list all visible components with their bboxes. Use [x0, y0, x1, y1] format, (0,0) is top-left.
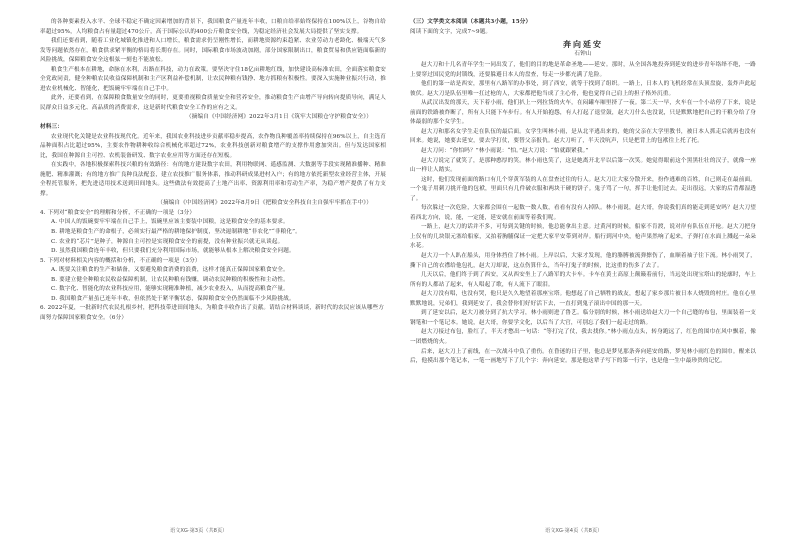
source-citation: （摘编自《中国经济网》2022年8月9日《把粮食安全科技自主自强牢牢抓在手中》） [157, 200, 372, 207]
question-stem: 5. 下列对材料相关内容的概括和分析，不正确的一项是（3分） [40, 257, 201, 264]
intro-paragraph: 的各种要素投入水平、全球不稳定不确定因素增加的背景下，我国粮食产量连年丰收，口粮自给率始终保持在100%以上，谷物自给率超过95%，人均粮食占有量超过470公斤，高于国际公认的400公斤粮食安全线，为稳定经济社会发展大局提供了坚实支撑。 [40, 19, 386, 35]
story-paragraph: 后来，赵大刀上了前线，在一次战斗中负了重伤。在昏迷的日子里，他总是梦见那条奔向延安的路，梦见林小雨红色的围巾。醒来以后，他摸出那个笔记本，一笔一画地写下了几个字：奔向延安。那是他这辈子写下的第一行字，也是他一生中最珍贵的记忆。 [410, 348, 756, 365]
story-paragraph: 赵大刀说完了就笑了，是那种憨厚的笑。林小雨也笑了，这是她离开北平以后第一次笑。她觉得眼前这个黑黑壮壮的汉子，就像一座山一样让人踏实。 [410, 157, 756, 174]
story-paragraph: 赵大刀问：“你怕吗？”林小雨说：“怕。”赵大刀说：“怕就跟紧我。” [421, 148, 589, 155]
story-paragraph: 赵大刀接过布包，脸红了，半天才憋出一句话：“等打完了仗，我去找你。”林小雨点点头，转身跑远了，红色的围巾在风中飘着，像一团燃烧的火。 [410, 329, 756, 345]
question-stem: 4. 下列对“粮食安全”的理解和分析，不正确的一项是（3分） [40, 209, 196, 216]
source-citation: （摘编自《中国经济网》2022年3月1日《筑牢大国粮仓守护粮食安全》） [185, 114, 372, 121]
story-author: 石钟山 [574, 51, 592, 58]
intro-paragraph: 粮食生产根本在耕地，命脉在水利，出路在科技，动力在政策。要坚决守住18亿亩耕地红线，加快建设高标准农田，全面落实粮食安全党政同责，健全种粮农民收益保障机制和主产区利益补偿机制，让农民种粮有钱挣、地方抓粮有积极性。要深入实施种业振兴行动，推进农业机械化、智能化，把饭碗牢牢端在自己手中。 [40, 66, 386, 92]
right-page-column [410, 18, 756, 523]
question-4 [40, 209, 386, 257]
story-paragraph: 到了延安以后，赵大刀被分到了抗大学习，林小雨则进了鲁艺。临分别的时候，林小雨送给赵大刀一个自己缝的布包，里面装着一支钢笔和一个笔记本。她说，赵大哥，你要学文化，以后当了大官，可别忘了我们一起走过的路。 [410, 310, 756, 326]
question-option: C. 数字化、智能化的农业科技应用，能够实现精准种植，减少农业投入，从而提高粮食产量。 [51, 286, 289, 293]
question-5 [40, 257, 386, 305]
question-option: B. 要建立健全种粮农民收益保障机制，让农民种粮有钱赚，调动农民种粮的积极性和主动性。 [51, 276, 289, 283]
question-option: C. 农业的“芯片”是种子，种源自主可控是实现粮食安全的前提，没有种业振兴就无从谈起。 [51, 238, 284, 245]
left-page-column [40, 18, 386, 523]
material-paragraph: 在实践中，各地积极探索科技兴粮的有效路径：有的地方建设数字农田，利用物联网、遥感监测、大数据等手段实现精准播种、精准施肥、精准灌溉；有的地方推广良种良法配套，建立农技推广服务体系，推动科研成果进村入户；有的地方依托新型农业经营主体，开展全程托管服务，把先进适用技术送到田间地头。这些做法有效提高了土地产出率、资源利用率和劳动生产率，为稳产增产提供了有力支撑。 [40, 162, 386, 197]
story-paragraph: 几天以后，他们终于到了西安，又从西安坐上了八路军的大卡车。卡车在黄土高原上颠簸着前行，当远处出现宝塔山的轮廓时，车上所有的人都站了起来，有人唱起了歌，有人流下了眼泪。 [410, 272, 756, 288]
question-option: A. 中国人的饭碗要牢牢端在自己手上，饭碗里应该主要装中国粮，这是粮食安全的基本要求。 [51, 219, 289, 226]
material-label: 材料三： [40, 124, 63, 131]
story-title: 奔向延安 [563, 39, 603, 50]
intro-paragraph: 我们还要看到，随着工业化城镇化推进和人口增长，粮食需求仍呈刚性增长，而耕地资源约束趋紧、农业劳动力老龄化、极端天气多发等问题依然存在，粮食供求紧平衡的格局将长期存在。同时，国际粮食市场波动加剧，部分国家限制出口，粮食贸易和供应链面临新的风险挑战，保障粮食安全这根弦一刻也不能放松。 [40, 38, 386, 64]
story-paragraph: 赵大刀和十几名青年学生一同出发了，他们的目的地是革命圣地——延安。那时，从全国各地投奔到延安的进步青年络绎不绝，一路上要穿过国民党的封锁线，还要躲避日本人的盘查，每走一步都充满了危险。 [410, 62, 756, 78]
question-option: D. 虽然我国粮食连年丰收，但只要我们充分利用国际市场，就能够从根本上解决粮食安全问题。 [51, 248, 295, 255]
story-paragraph: 这时，他们发现前面的路口有几个穿黄军装的人在盘查过往的行人。赵大刀让大家分散开来，扮作逃难的百姓，自己则走在最前面。一个鬼子用刺刀挑开他的包袱，里面只有几件破衣服和两块干硬的饼子。鬼子骂了一句，挥手让他们过去。走出很远，大家的后背都湿透了。 [410, 176, 756, 202]
intro-paragraph: 此外，还要看到，在保障粮食数量安全的同时，更要重视粮食质量安全和营养安全，推动粮食生产由增产导向转向提质导向，满足人民群众日益多元化、高品质的消费需求，这是新时代粮食安全工作的应有之义。 [40, 95, 386, 111]
story-paragraph: 赵大刀和那名女学生走在队伍的最后面。女学生叫林小雨，是从北平逃出来的，她的父亲在大学里教书，被日本人抓走后就再也没有回来。她说，她要去延安，要去学打仗，要替父亲报仇。赵大刀听了，半天没吭声，只是把背上的包袱往上托了托。 [410, 128, 756, 145]
section-header: （三）文学类文本阅读（本题共3小题，15分） [410, 19, 532, 25]
page-footer-right: 语文XG·第4页（共8页） [545, 528, 603, 534]
story-paragraph: 一路上，赵大刀的话并不多，可每到关键的时候，他总能拿出主意。过黄河的时候，船家不肯渡，说对岸有队伍在开枪。赵大刀把身上仅有的几块银元塞给船家，又拍着胸脯保证一定把大家平安带到对岸。船行到河中央，枪声果然响了起来，子弹打在水面上溅起一朵朵水花。 [410, 224, 756, 250]
story-paragraph: 赵大刀没有唱，也没有哭，他只是久久地望着那座宝塔。他想起了自己牺牲的战友，想起了家乡那片被日本人烧毁的村庄。他在心里默默地说，兄弟们，我到延安了，我会替你们好好活下去，一直打到鬼子滚出中国的那一天。 [410, 291, 756, 307]
reading-instruction: 阅读下面的文字，完成7~9题。 [410, 28, 492, 35]
story-paragraph: 赵大刀一个人趴在船头，用身体挡住了林小雨。上岸以后，大家才发现，他的胳膊被流弹擦伤了，血顺着袖子往下流。林小雨哭了，撕下自己的衣襟给他包扎，赵大刀却说，这点伤算什么，当年打鬼子的时候，比这重的伤多了去了。 [410, 253, 756, 269]
story-paragraph: 他们的第一站是西安，那里有八路军的办事处，到了西安，就等于找到了组织。一路上，日本人的飞机经常在头顶盘旋，轰炸声此起彼伏。赵大刀是队伍里唯一扛过枪的人，大家都把他当成了主心骨，他也觉得自己肩上的担子格外沉重。 [410, 81, 756, 97]
question-option: B. 耕地是粮食生产的命根子，必须实行最严格的耕地保护制度，坚决遏制耕地“非农化”“非粮化”。 [51, 229, 301, 236]
story-paragraph: 从武汉出发的那天，天下着小雨，他们扒上一列拉货的火车，在闷罐车厢里挤了一夜。第二天一早，火车在一个小站停了下来，说是前面的铁路被炸断了，所有人只能下车步行。有人开始抱怨，有人打起了退堂鼓，赵大刀什么也没说，只是默默地把自己的干粮分给了身体最弱的那个女学生。 [410, 100, 756, 126]
story-paragraph: 每次躲过一次危险，大家都会围在一起数一数人数，看看有没有人掉队。林小雨说，赵大哥，你说我们真的能走到延安吗？赵大刀望着西北方向，说，能，一定能，延安就在前面等着我们呢。 [410, 205, 756, 221]
material-paragraph: 农业现代化关键是农业科技现代化。近年来，我国农业科技进步贡献率稳步提高，农作物良种覆盖率持续保持在96%以上，自主选育品种面积占比超过95%，主要农作物耕种收综合机械化率超过72%，农业科技创新对粮食增产的支撑作用愈加突出。但与发达国家相比，我国在种源自主可控、农机装备研发、数字农业应用等方面还存在短板。 [40, 133, 386, 159]
question-6 [40, 304, 386, 323]
question-option: A. 既要关注粮食的生产和储备，又要避免粮食消费的浪费，这样才能真正保障国家粮食安全。 [51, 267, 289, 274]
question-option: D. 我国粮食产量虽已连年丰收，但依然处于紧平衡状态，保障粮食安全仍然面临不少风险挑战。 [51, 295, 295, 302]
question-stem: 6. 2022年夏，一批新时代农民扎根乡村，把科技带进田间地头，为粮食丰收作出了贡献。请结合材料谈谈，新时代的农民应该从哪些方面努力保障国家粮食安全。（6分） [40, 305, 385, 321]
page-footer-left: 语文XG·第3页（共8页） [170, 528, 228, 534]
